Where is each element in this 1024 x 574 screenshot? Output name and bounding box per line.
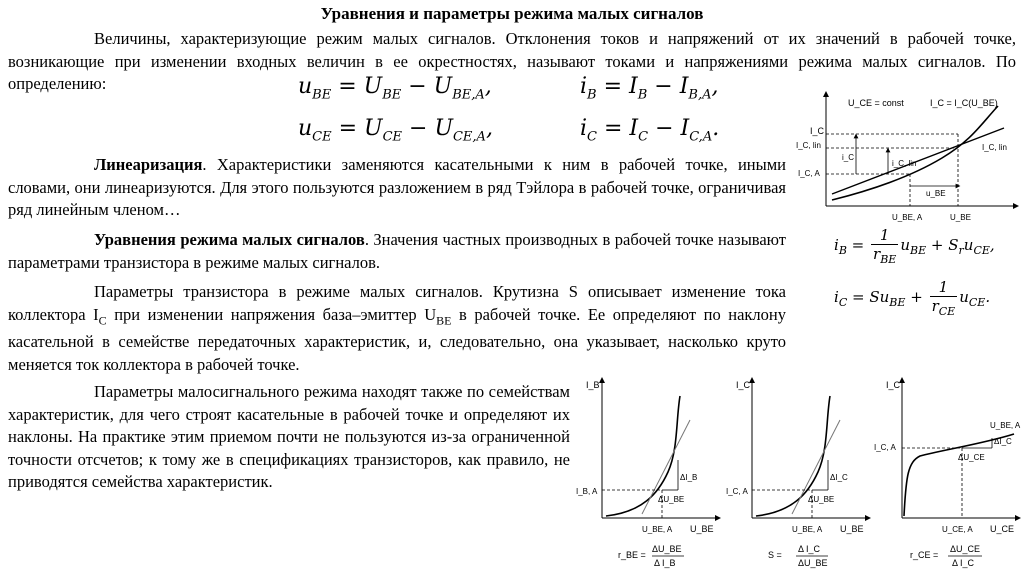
svg-text:I_C, lin: I_C, lin bbox=[982, 143, 1007, 152]
paragraph-parameters: Параметры транзистора в режиме малых сигналов. Крутизна S описывает изменение тока коллектора $I_C$ при изменении напряжения база–эмиттер $U_{BE}$ в рабочей точке. Ее определяют по наклону касательной в семействе передаточных характеристик, и, следовательно, она указывает, насколько круто меняется ток коллектора в рабочей точке. bbox=[8, 282, 786, 374]
svg-text:U_CE: U_CE bbox=[990, 524, 1015, 534]
svg-text:U_CE, A: U_CE, A bbox=[942, 525, 973, 534]
svg-text:I_C, A: I_C, A bbox=[874, 443, 896, 452]
svg-text:Δ I_B: Δ I_B bbox=[654, 558, 676, 568]
svg-text:ΔU_BE: ΔU_BE bbox=[808, 495, 835, 504]
svg-text:r_CE =: r_CE = bbox=[910, 550, 939, 560]
svg-text:Δ I_C: Δ I_C bbox=[798, 544, 821, 554]
svg-text:U_BE, A: U_BE, A bbox=[892, 213, 923, 222]
svg-text:I_C: I_C bbox=[810, 126, 825, 136]
svg-text:U_BE: U_BE bbox=[840, 524, 864, 534]
svg-text:ΔI_C: ΔI_C bbox=[994, 437, 1012, 446]
paragraph-characteristics: Параметры малосигнального режима находят также по семействам характеристик, для чего строят касательные в рабочей точке и определяют их наклоны. На практике этим приемом почти не пользуются из-за ограниченной точности отсчетов; к тому же в спецификациях транзисторов, как правило, не приводятся семейства характеристик. bbox=[8, 382, 570, 491]
equation-uce: $u_{CE} = U_{CE} - U_{CE,A}$, bbox=[298, 116, 493, 145]
svg-text:I_B: I_B bbox=[586, 380, 600, 390]
svg-text:ΔU_CE: ΔU_CE bbox=[950, 544, 981, 554]
input-characteristic-graph bbox=[572, 376, 722, 572]
svg-text:S =: S = bbox=[768, 550, 782, 560]
svg-text:I_C, A: I_C, A bbox=[726, 487, 748, 496]
transfer-characteristic-graph bbox=[792, 88, 1020, 224]
svg-text:i_C: i_C bbox=[842, 153, 855, 162]
equation-ic-small-signal: $i_C = Su_{BE}$ + $\frac{1}{r_{CE}}$ $u_{CE}$. bbox=[834, 278, 991, 318]
output-characteristic-graph bbox=[872, 376, 1022, 572]
svg-text:i_C, lin: i_C, lin bbox=[892, 159, 917, 168]
svg-text:ΔI_C: ΔI_C bbox=[830, 473, 848, 482]
svg-text:ΔU_BE: ΔU_BE bbox=[798, 558, 828, 568]
equation-ib-small-signal: $i_B$ = $\frac{1}{r_{BE}}$ $u_{BE} + S_ru_{CE}$, bbox=[834, 226, 995, 266]
svg-text:I_C: I_C bbox=[736, 380, 751, 390]
svg-text:ΔU_CE: ΔU_CE bbox=[958, 453, 985, 462]
equation-ic: $i_C = I_C - I_{C,A}$. bbox=[580, 116, 720, 145]
paragraph-linearization: Линеаризация. Характеристики заменяются касательными к ним в рабочей точке, иными словами, они линеаризуются. Для этого пользуются разложением в ряд Тэйлора в рабочей точке, ограничивая ряд линейным членом… bbox=[8, 155, 786, 219]
label-ic-curve: I_C = I_C(U_BE) bbox=[930, 98, 998, 108]
equation-ube: $u_{BE} = U_{BE} - U_{BE,A}$, bbox=[298, 74, 492, 103]
svg-text:I_C, lin: I_C, lin bbox=[796, 141, 821, 150]
paragraph-small-signal-equations: Уравнения режима малых сигналов. Значения частных производных в рабочей точке называют параметрами транзистора в режиме малых сигналов. bbox=[8, 230, 787, 272]
page-title: Уравнения и параметры режима малых сигналов bbox=[320, 4, 704, 23]
svg-text:U_BE, A: U_BE, A bbox=[792, 525, 823, 534]
svg-text:I_C, A: I_C, A bbox=[798, 169, 820, 178]
svg-text:U_BE: U_BE bbox=[690, 524, 714, 534]
label-uce-const: U_CE = const bbox=[848, 98, 904, 108]
svg-text:I_C: I_C bbox=[886, 380, 901, 390]
svg-text:ΔI_B: ΔI_B bbox=[680, 473, 698, 482]
svg-text:u_BE: u_BE bbox=[926, 189, 946, 198]
svg-text:ΔU_BE: ΔU_BE bbox=[658, 495, 685, 504]
svg-text:U_BE, A: U_BE, A bbox=[990, 421, 1021, 430]
transfer-slope-graph bbox=[722, 376, 872, 572]
svg-text:U_BE: U_BE bbox=[950, 213, 971, 222]
equation-ib: $i_B = I_B - I_{B,A}$, bbox=[580, 74, 719, 103]
svg-text:ΔU_BE: ΔU_BE bbox=[652, 544, 682, 554]
svg-text:Δ I_C: Δ I_C bbox=[952, 558, 975, 568]
svg-text:I_B, A: I_B, A bbox=[576, 487, 598, 496]
svg-text:U_BE, A: U_BE, A bbox=[642, 525, 673, 534]
svg-text:r_BE =: r_BE = bbox=[618, 550, 646, 560]
paragraph-intro: Величины, характеризующие режим малых сигналов. Отклонения токов и напряжений от их значений в рабочей точке, возникающие при изменении входных величин в ее окрестностях, называют токами и напряжениями режима малых сигналов. По определению: bbox=[8, 29, 1016, 93]
